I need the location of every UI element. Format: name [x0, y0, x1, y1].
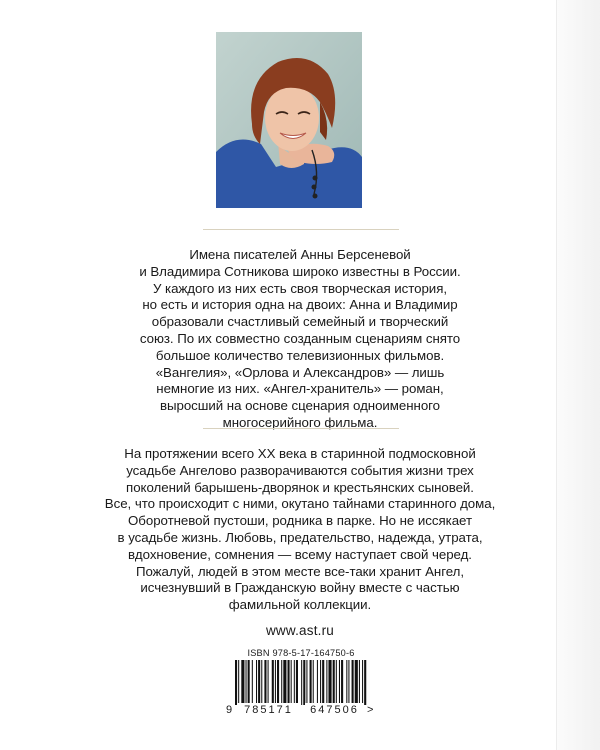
barcode-bar [248, 660, 250, 705]
barcode-bar [333, 660, 335, 705]
bio-line: образовали счастливый семейный и творческий [151, 314, 449, 330]
barcode-bar [272, 660, 274, 705]
barcode-bar [235, 660, 237, 705]
barcode-bar [252, 660, 253, 705]
barcode-bar [277, 660, 279, 705]
synopsis-line: фамильной коллекции. [228, 597, 372, 613]
barcode-bar [359, 660, 360, 705]
synopsis-line: Пожалуй, людей в этом месте все-таки хранит Ангел, [135, 563, 464, 579]
synopsis-line: усадьбе Ангелово разворачиваются события жизни трех [126, 462, 474, 478]
barcode-bar [303, 660, 305, 705]
bio-line: Имена писателей Анны Берсеневой [189, 247, 411, 262]
barcode-bar [339, 660, 340, 705]
synopsis-line: в усадьбе жизнь. Любовь, предательство, надежда, утрата, [117, 529, 483, 545]
barcode-bar [296, 660, 298, 705]
author-photo [216, 32, 362, 208]
barcode-bar [275, 660, 276, 705]
bio-line: большое количество телевизионных фильмов. [155, 347, 445, 363]
author-photo-image [216, 32, 362, 208]
synopsis-line: На протяжении всего XX века в старинной подмосковной [124, 446, 476, 461]
bio-line: но есть и история одна на двоих: Анна и Владимир [142, 297, 458, 313]
barcode-bar [336, 660, 337, 705]
barcode-bar [341, 660, 343, 705]
bio-line: «Вангелия», «Орлова и Александров» — лишь [155, 364, 445, 380]
barcode-bar [256, 660, 257, 705]
synopsis-line: исчезнувший в Гражданскую войну вместе с частью [140, 580, 460, 596]
barcode-bar [326, 660, 327, 705]
barcode-bar [238, 660, 239, 705]
synopsis-line: поколений барышень-дворянок и крестьянских сыновей. [126, 479, 474, 495]
barcode-right-digits: 647506 [305, 703, 364, 717]
barcode-bar [322, 660, 324, 705]
page-edge [556, 0, 600, 750]
barcode-bar [264, 660, 266, 705]
barcode-bar [328, 660, 331, 705]
barcode-bar [352, 660, 354, 705]
bio-line: немногие из них. «Ангел-хранитель» — роман, [156, 381, 444, 397]
barcode-bar [294, 660, 295, 705]
barcode-bar [268, 660, 269, 705]
synopsis-line: Все, что происходит с ними, окутано тайнами старинного дома, [104, 496, 496, 512]
barcode-bar [364, 660, 366, 705]
barcode-bar [281, 660, 282, 705]
divider-top [203, 229, 399, 230]
barcode-bar [310, 660, 312, 705]
barcode-bar [313, 660, 314, 705]
barcode-bar [241, 660, 244, 705]
barcode-trail-mark: > [367, 704, 374, 716]
bio-line: и Владимира Сотникова широко известны в России. [139, 263, 461, 279]
synopsis-line: Оборотневой пустоши, родника в парке. Но не иссякает [127, 513, 472, 529]
barcode-bar [317, 660, 318, 705]
divider-middle [203, 428, 399, 429]
barcode-lead-digit: 9 [226, 704, 233, 716]
barcode-bar [283, 660, 286, 705]
barcode-digits [225, 703, 373, 717]
barcode-bar [355, 660, 358, 705]
barcode-bar [291, 660, 292, 705]
bio-line: У каждого из них есть своя творческая история, [153, 280, 447, 296]
barcode-bar [348, 660, 349, 705]
barcode-left-digits: 785171 [237, 703, 300, 717]
barcode-bar [301, 660, 302, 705]
barcode-bar [306, 660, 307, 705]
barcode-bar [362, 660, 363, 705]
bio-line: многосерийного фильма. [222, 414, 378, 430]
isbn-label: ISBN 978-5-17-164750-6 [247, 648, 355, 658]
barcode-bar [320, 660, 321, 705]
barcode-bar [258, 660, 260, 705]
book-synopsis [80, 446, 520, 614]
publisher-website[interactable]: www.ast.ru [265, 623, 335, 638]
barcode-bar [246, 660, 247, 705]
bio-line: союз. По их совместно созданным сценариям снято [139, 330, 461, 346]
author-bio [100, 247, 500, 432]
synopsis-line: вдохновение, сомнения — всему наступает свой черед. [128, 546, 472, 562]
barcode-bar [261, 660, 262, 705]
bio-line: выросший на основе сценария одноименного [159, 398, 441, 414]
barcode-bar [288, 660, 290, 705]
barcode-bar [346, 660, 347, 705]
